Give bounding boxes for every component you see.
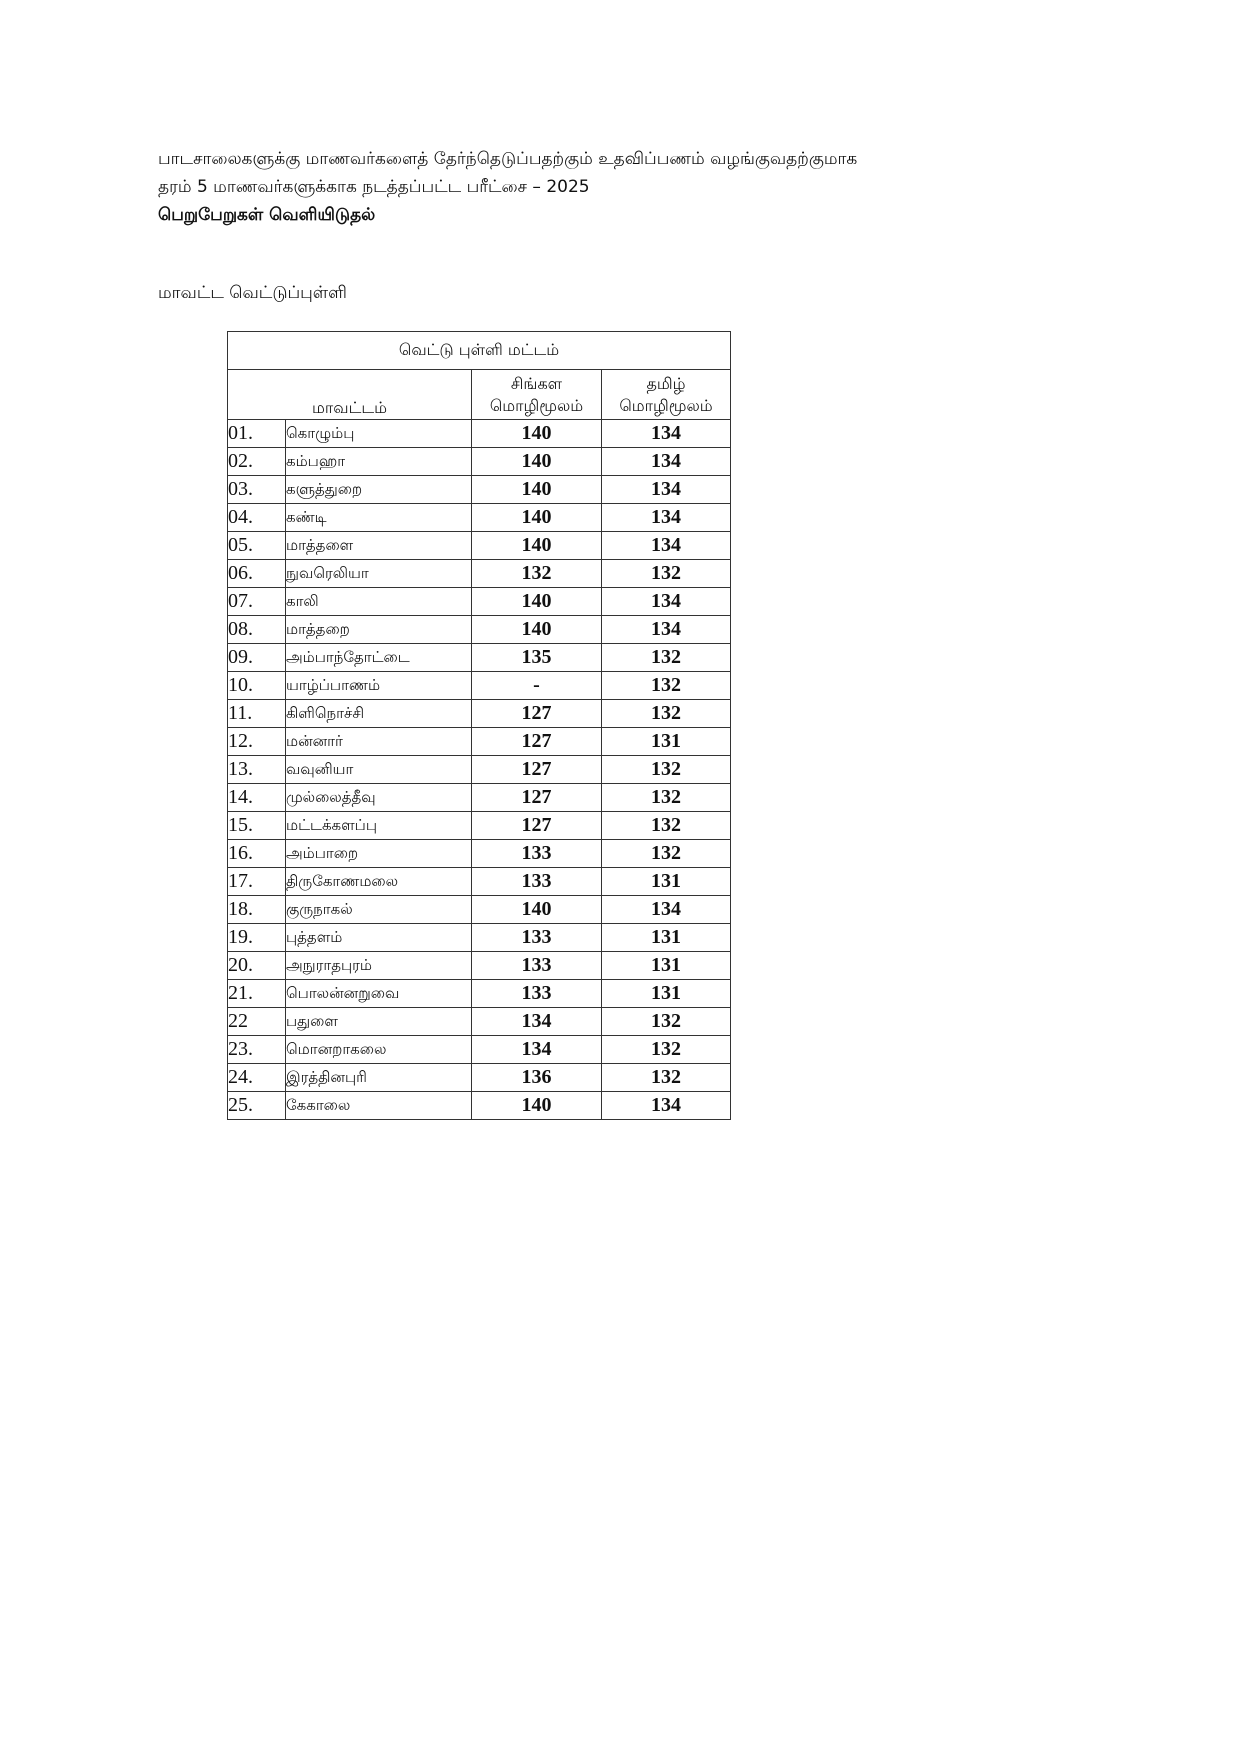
table-row bbox=[228, 616, 731, 644]
tamil-medium-cutoff: 132 bbox=[602, 812, 731, 840]
heading-line-3: பெறுபேறுகள் வெளியிடுதல் bbox=[158, 205, 376, 225]
sinhala-medium-cutoff: 140 bbox=[472, 896, 602, 924]
row-number: 05. bbox=[228, 532, 286, 560]
tamil-medium-cutoff: 132 bbox=[602, 784, 731, 812]
sinhala-medium-cutoff: 140 bbox=[472, 532, 602, 560]
tamil-header-line-2: மொழிமூலம் bbox=[619, 395, 713, 415]
sinhala-medium-cutoff: 133 bbox=[472, 840, 602, 868]
district-name: மாத்தளை bbox=[286, 532, 472, 560]
row-number: 21. bbox=[228, 980, 286, 1008]
district-name: முல்லைத்தீவு bbox=[286, 784, 472, 812]
tamil-medium-cutoff: 134 bbox=[602, 1092, 731, 1120]
sinhala-medium-cutoff: 135 bbox=[472, 644, 602, 672]
sinhala-medium-cutoff: 140 bbox=[472, 1092, 602, 1120]
tamil-medium-cutoff: 134 bbox=[602, 532, 731, 560]
table-row bbox=[228, 476, 731, 504]
sinhala-medium-cutoff: 134 bbox=[472, 1008, 602, 1036]
row-number: 14. bbox=[228, 784, 286, 812]
district-name: பொலன்னறுவை bbox=[286, 980, 472, 1008]
table-row bbox=[228, 756, 731, 784]
row-number: 25. bbox=[228, 1092, 286, 1120]
district-name: வவுனியா bbox=[286, 756, 472, 784]
tamil-medium-cutoff: 131 bbox=[602, 868, 731, 896]
tamil-medium-cutoff: 134 bbox=[602, 448, 731, 476]
district-name: இரத்தினபுரி bbox=[286, 1064, 472, 1092]
table-row bbox=[228, 560, 731, 588]
table-row bbox=[228, 532, 731, 560]
row-number: 07. bbox=[228, 588, 286, 616]
section-label: மாவட்ட வெட்டுப்புள்ளி bbox=[158, 283, 347, 303]
district-name: பதுளை bbox=[286, 1008, 472, 1036]
tamil-medium-cutoff: 134 bbox=[602, 420, 731, 448]
table-row bbox=[228, 672, 731, 700]
sinhala-medium-cutoff: 127 bbox=[472, 700, 602, 728]
tamil-medium-cutoff: 134 bbox=[602, 588, 731, 616]
district-name: கண்டி bbox=[286, 504, 472, 532]
row-number: 12. bbox=[228, 728, 286, 756]
table-row bbox=[228, 504, 731, 532]
sinhala-medium-cutoff: 140 bbox=[472, 588, 602, 616]
tamil-medium-cutoff: 134 bbox=[602, 896, 731, 924]
row-number: 23. bbox=[228, 1036, 286, 1064]
table-row bbox=[228, 644, 731, 672]
sinhala-medium-cutoff: 133 bbox=[472, 868, 602, 896]
row-number: 01. bbox=[228, 420, 286, 448]
tamil-medium-cutoff: 132 bbox=[602, 840, 731, 868]
row-number: 22 bbox=[228, 1008, 286, 1036]
district-name: யாழ்ப்பாணம் bbox=[286, 672, 472, 700]
sinhala-medium-cutoff: 140 bbox=[472, 420, 602, 448]
row-number: 15. bbox=[228, 812, 286, 840]
tamil-medium-cutoff: 134 bbox=[602, 616, 731, 644]
sinhala-medium-cutoff: 136 bbox=[472, 1064, 602, 1092]
district-name: அநுராதபுரம் bbox=[286, 952, 472, 980]
sinhala-medium-cutoff: 133 bbox=[472, 980, 602, 1008]
row-number: 13. bbox=[228, 756, 286, 784]
district-name: திருகோணமலை bbox=[286, 868, 472, 896]
tamil-medium-header bbox=[602, 370, 731, 420]
tamil-medium-cutoff: 131 bbox=[602, 728, 731, 756]
sinhala-medium-cutoff: 133 bbox=[472, 924, 602, 952]
tamil-medium-cutoff: 132 bbox=[602, 700, 731, 728]
table-row bbox=[228, 1008, 731, 1036]
row-number: 03. bbox=[228, 476, 286, 504]
sinhala-header-line-2: மொழிமூலம் bbox=[489, 395, 584, 415]
tamil-medium-cutoff: 131 bbox=[602, 980, 731, 1008]
district-name: புத்தளம் bbox=[286, 924, 472, 952]
sinhala-medium-cutoff: 140 bbox=[472, 448, 602, 476]
tamil-medium-cutoff: 132 bbox=[602, 1064, 731, 1092]
district-name: மட்டக்களப்பு bbox=[286, 812, 472, 840]
table-row bbox=[228, 812, 731, 840]
district-column-header: மாவட்டம் bbox=[228, 370, 472, 420]
tamil-medium-cutoff: 132 bbox=[602, 560, 731, 588]
heading-line-2: தரம் 5 மாணவர்களுக்காக நடத்தப்பட்ட பரீட்சை – 2025 bbox=[158, 177, 590, 197]
table-title: வெட்டு புள்ளி மட்டம் bbox=[228, 332, 731, 370]
sinhala-medium-cutoff: 127 bbox=[472, 728, 602, 756]
district-name: கேகாலை bbox=[286, 1092, 472, 1120]
table-row bbox=[228, 896, 731, 924]
sinhala-medium-cutoff: 140 bbox=[472, 504, 602, 532]
district-name: கொழும்பு bbox=[286, 420, 472, 448]
sinhala-medium-cutoff: 127 bbox=[472, 812, 602, 840]
row-number: 19. bbox=[228, 924, 286, 952]
heading-line-1: பாடசாலைகளுக்கு மாணவர்களைத் தேர்ந்தெடுப்பதற்கும் உதவிப்பணம் வழங்குவதற்குமாக bbox=[158, 149, 858, 169]
document-heading bbox=[158, 145, 1058, 229]
sinhala-medium-cutoff: 140 bbox=[472, 476, 602, 504]
tamil-medium-cutoff: 134 bbox=[602, 476, 731, 504]
district-name: மாத்தறை bbox=[286, 616, 472, 644]
table-row bbox=[228, 924, 731, 952]
row-number: 10. bbox=[228, 672, 286, 700]
district-name: மன்னார் bbox=[286, 728, 472, 756]
cutoff-table-body bbox=[228, 420, 731, 1120]
row-number: 20. bbox=[228, 952, 286, 980]
tamil-medium-cutoff: 132 bbox=[602, 1036, 731, 1064]
table-row bbox=[228, 980, 731, 1008]
table-row bbox=[228, 952, 731, 980]
table-row bbox=[228, 420, 731, 448]
table-row bbox=[228, 448, 731, 476]
tamil-medium-cutoff: 132 bbox=[602, 672, 731, 700]
district-name: களுத்துறை bbox=[286, 476, 472, 504]
row-number: 08. bbox=[228, 616, 286, 644]
tamil-medium-cutoff: 132 bbox=[602, 756, 731, 784]
sinhala-medium-cutoff: 140 bbox=[472, 616, 602, 644]
tamil-medium-cutoff: 131 bbox=[602, 952, 731, 980]
tamil-medium-cutoff: 134 bbox=[602, 504, 731, 532]
sinhala-medium-cutoff: 133 bbox=[472, 952, 602, 980]
sinhala-medium-cutoff: 132 bbox=[472, 560, 602, 588]
row-number: 24. bbox=[228, 1064, 286, 1092]
table-row bbox=[228, 1036, 731, 1064]
district-name: அம்பாறை bbox=[286, 840, 472, 868]
district-name: கிளிநொச்சி bbox=[286, 700, 472, 728]
row-number: 18. bbox=[228, 896, 286, 924]
table-row bbox=[228, 588, 731, 616]
row-number: 06. bbox=[228, 560, 286, 588]
sinhala-medium-cutoff: 127 bbox=[472, 756, 602, 784]
row-number: 17. bbox=[228, 868, 286, 896]
row-number: 04. bbox=[228, 504, 286, 532]
sinhala-medium-cutoff: 127 bbox=[472, 784, 602, 812]
tamil-medium-cutoff: 132 bbox=[602, 1008, 731, 1036]
sinhala-medium-cutoff: - bbox=[472, 672, 602, 700]
table-row bbox=[228, 868, 731, 896]
sinhala-header-line-1: சிங்கள bbox=[510, 373, 563, 393]
table-row bbox=[228, 700, 731, 728]
tamil-medium-cutoff: 131 bbox=[602, 924, 731, 952]
row-number: 11. bbox=[228, 700, 286, 728]
sinhala-medium-cutoff: 134 bbox=[472, 1036, 602, 1064]
row-number: 02. bbox=[228, 448, 286, 476]
district-name: காலி bbox=[286, 588, 472, 616]
tamil-medium-cutoff: 132 bbox=[602, 644, 731, 672]
district-name: நுவரெலியா bbox=[286, 560, 472, 588]
cutoff-table bbox=[227, 331, 731, 1120]
table-row bbox=[228, 784, 731, 812]
table-row bbox=[228, 728, 731, 756]
table-row bbox=[228, 1092, 731, 1120]
district-name: குருநாகல் bbox=[286, 896, 472, 924]
tamil-header-line-1: தமிழ் bbox=[646, 373, 686, 393]
district-name: அம்பாந்தோட்டை bbox=[286, 644, 472, 672]
district-name: கம்பஹா bbox=[286, 448, 472, 476]
row-number: 09. bbox=[228, 644, 286, 672]
sinhala-medium-header bbox=[472, 370, 602, 420]
row-number: 16. bbox=[228, 840, 286, 868]
district-name: மொனறாகலை bbox=[286, 1036, 472, 1064]
table-row bbox=[228, 840, 731, 868]
table-row bbox=[228, 1064, 731, 1092]
